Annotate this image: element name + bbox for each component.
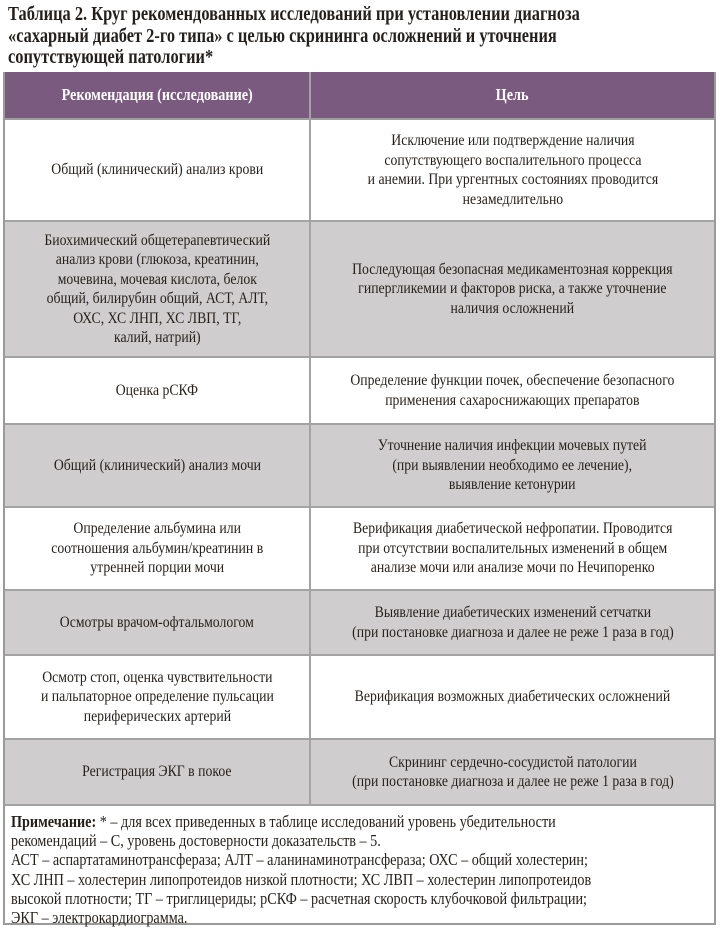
footnote-line: ХС ЛНП – холестерин липопротеидов низкой плотности; ХС ЛВП – холестерин липопротеидов [11,869,592,889]
cell-text-line: анализ крови (глюкоза, креатинин, [55,251,259,268]
cell-text-line: Биохимический общетерапевтический [44,231,270,249]
cell-text-line: и анемии. При ургентных состояниях проводится [367,171,658,188]
cell-text-line: Оценка рСКФ [115,381,199,399]
recommendations-table [3,72,716,928]
recommendation-cell [5,508,311,589]
column-header-recommendation: Рекомендация (исследование) [5,72,311,118]
recommendation-cell [5,425,311,506]
table-title-line: Таблица 2. Круг рекомендованных исследований при установлении диагноза [8,4,580,25]
table-header-row [5,72,714,120]
footnote-line: рекомендаций – С, уровень достоверности доказательств – 5. [11,831,381,851]
cell-text-line: (при постановке диагноза и далее не реже 1 раза в год) [351,623,674,641]
cell-text-line: периферических артерий [83,707,231,725]
table-title [8,4,596,69]
recommendation-cell [5,740,311,804]
cell-text-line: Скрининг сердечно-сосудистой патологии [388,753,637,771]
cell-text-line: Выявление диабетических изменений сетчатки [374,604,651,621]
footnote-text: * – для всех приведенных в таблице исследований уровень убедительности [96,812,556,831]
recommendation-cell [5,358,311,423]
cell-text-line: Верификация возможных диабетических осложнений [354,688,671,706]
recommendation-cell [5,120,311,220]
cell-text-line: гипергликемии и факторов риска, а также уточнение [358,280,667,298]
cell-text-line: общий, билирубин общий, АСТ, АЛТ, [46,290,268,307]
cell-text-line: Определение функции почек, обеспечение безопасного [350,372,675,389]
cell-text-line: Уточнение наличия инфекции мочевых путей [378,437,647,455]
table-row [5,358,714,425]
cell-text-line: (при постановке диагноза и далее не реже 1 раза в год) [351,773,674,790]
cell-text-line: Последующая безопасная медикаментозная коррекция [352,260,673,278]
column-header-goal: Цель [496,85,529,105]
table-row [5,591,714,656]
table-row [5,740,714,806]
cell-text-line: сопутствующего воспалительного процесса [383,151,642,169]
cell-text-line: Осмотр стоп, оценка чувствительности [41,668,273,686]
recommendation-cell [5,656,311,738]
goal-cell [311,120,714,220]
cell-text-line: Определение альбумина или [73,520,241,538]
table-row [5,222,714,358]
footnote-line: ЭКГ – электрокардиограмма. [11,908,188,928]
footnote-line [11,812,610,831]
goal-cell [311,656,714,738]
cell-text-line: Исключение или подтверждение наличия [390,132,635,149]
recommendation-cell [5,222,311,356]
table-row [5,425,714,508]
cell-text-line: Общий (клинический) анализ крови [51,161,263,179]
footnote-label: Примечание: [11,812,97,831]
table-row [5,656,714,740]
cell-text-line: Осмотры врачом-офтальмологом [59,613,255,631]
cell-text-line: (при выявлении необходимо ее лечение), [392,456,633,474]
cell-text-line: калий, натрий) [113,329,201,346]
table-row [5,508,714,591]
cell-text-line: соотношения альбумин/креатинин в [51,539,263,557]
goal-cell [311,591,714,654]
cell-text-line: мочевина, мочевая кислота, белок [57,270,257,288]
goal-cell [311,508,714,589]
footnote-line: высокой плотности; ТГ – триглицериды; рСКФ – расчетная скорость клубочковой фильтрации; [11,888,587,908]
table-title-line: «сахарный диабет 2-го типа» с целью скрининга осложнений и уточнения [8,25,557,47]
cell-text-line: применения сахароснижающих препаратов [385,391,640,409]
goal-cell [311,425,714,506]
table-row [5,120,714,222]
cell-text-line: ОХС, ХС ЛНП, ХС ЛВП, ТГ, [72,309,242,327]
cell-text-line: Общий (клинический) анализ мочи [53,456,261,474]
cell-text-line: наличия осложнений [450,299,575,317]
goal-cell [311,222,714,356]
goal-cell [311,740,714,804]
recommendation-cell [5,591,311,654]
cell-text-line: при отсутствии воспалительных изменений в общем [357,539,668,557]
cell-text-line: Регистрация ЭКГ в покое [82,763,232,781]
cell-text-line: Верификация диабетической нефропатии. Проводится [352,520,673,538]
cell-text-line: незамедлительно [462,190,563,208]
cell-text-line: и пальпаторное определение пульсации [40,688,274,706]
cell-text-line: анализе мочи или анализе мочи по Нечипоренко [370,559,655,577]
cell-text-line: выявление кетонурии [449,476,576,494]
goal-cell [311,358,714,423]
footnote-line: АСТ – аспартатаминотрансфераза; АЛТ – аланинаминотрансфераза; ОХС – общий холестерин; [11,850,588,870]
table-footnote [5,806,714,928]
cell-text-line: утренней порции мочи [90,559,224,577]
table-title-line: сопутствующей патологии* [8,47,214,68]
